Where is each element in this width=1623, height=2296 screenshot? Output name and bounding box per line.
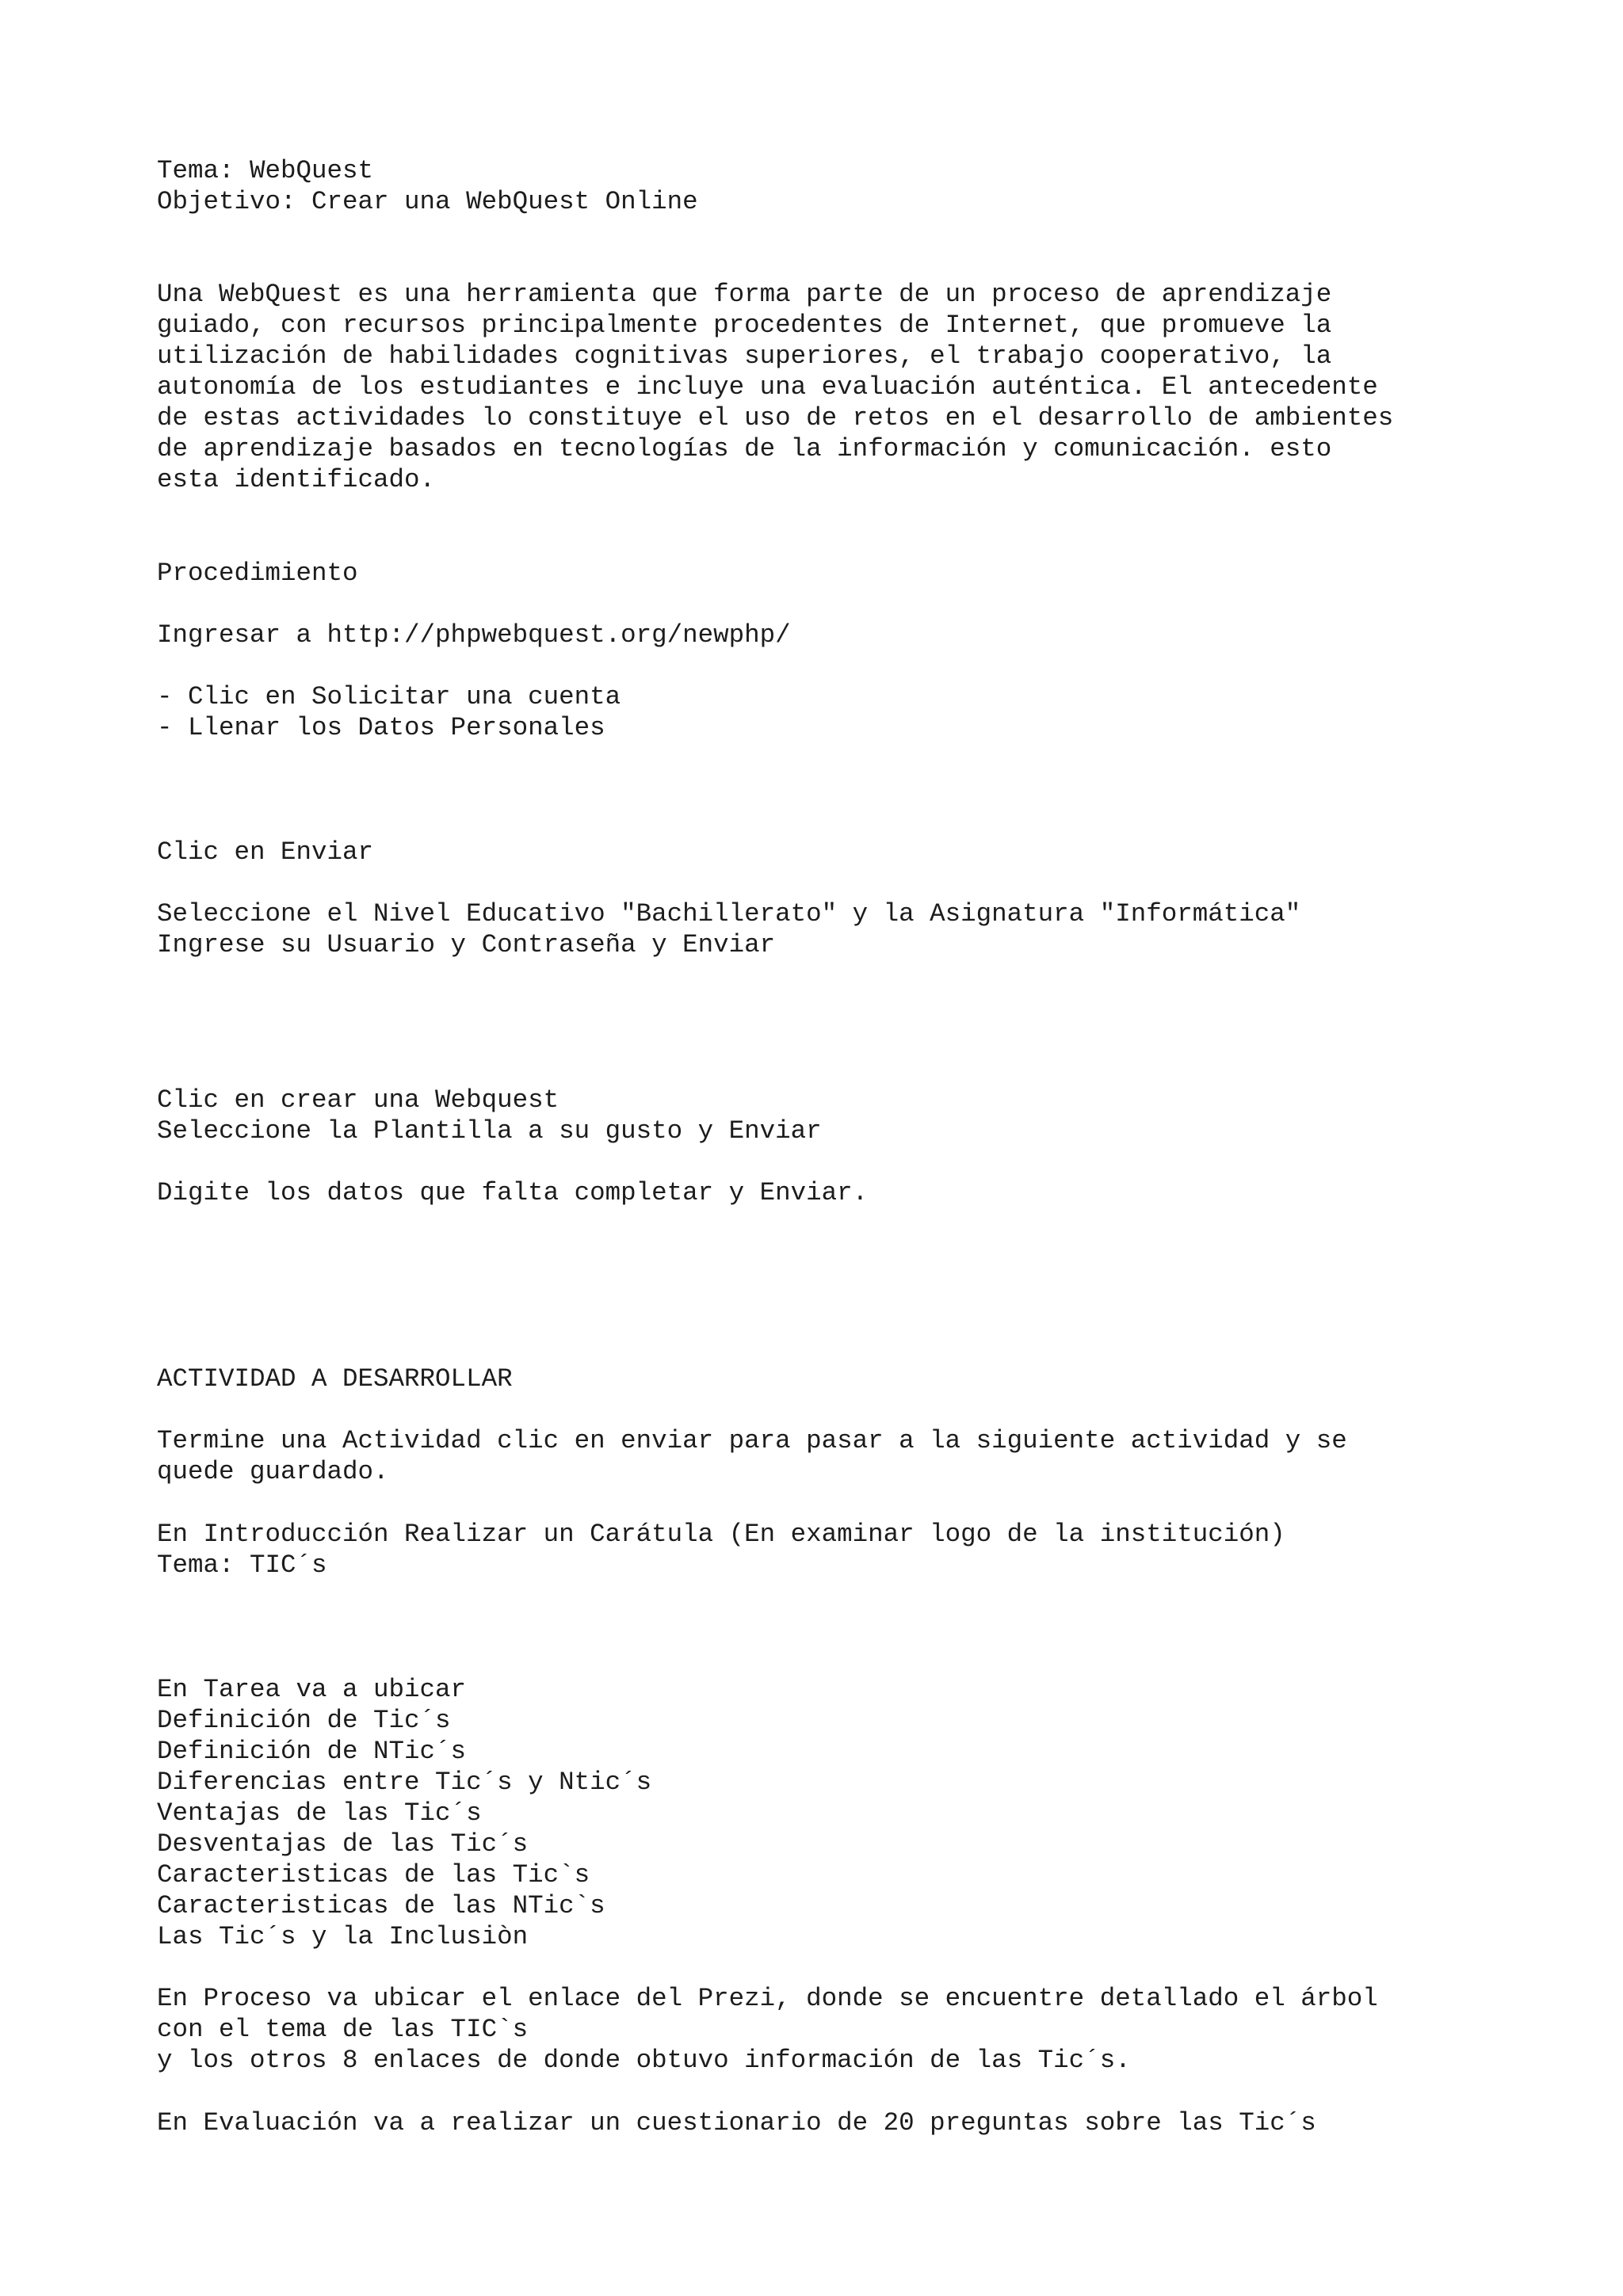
intro-paragraph-line: Una WebQuest es una herramienta que forma parte de un proceso de aprendizaje <box>157 280 1332 309</box>
topic-line: Tema: WebQuest <box>157 156 374 185</box>
activity-line: Tema: TIC´s <box>157 1550 327 1580</box>
intro-paragraph-line: utilización de habilidades cognitivas superiores, el trabajo cooperativo, la <box>157 341 1332 371</box>
process-line: con el tema de las TIC`s <box>157 2015 529 2044</box>
task-heading: En Tarea va a ubicar <box>157 1675 467 1704</box>
procedure-heading: Procedimiento <box>157 559 358 588</box>
procedure-url-line: Ingresar a http://phpwebquest.org/newphp/ <box>157 620 791 650</box>
evaluation-line: En Evaluación va a realizar un cuestionario de 20 preguntas sobre las Tic´s <box>157 2108 1316 2138</box>
intro-paragraph-line: de aprendizaje basados en tecnologías de la información y comunicación. esto <box>157 434 1332 463</box>
intro-paragraph-line: autonomía de los estudiantes e incluye una evaluación auténtica. El antecedente <box>157 372 1378 402</box>
activity-heading: ACTIVIDAD A DESARROLLAR <box>157 1364 513 1394</box>
procedure-step: Digite los datos que falta completar y Enviar. <box>157 1178 869 1207</box>
task-item: Caracteristicas de las Tic`s <box>157 1860 590 1890</box>
intro-paragraph-line: de estas actividades lo constituye el uso de retos en el desarrollo de ambientes <box>157 403 1394 433</box>
task-item: Definición de Tic´s <box>157 1706 451 1735</box>
task-item: Caracteristicas de las NTic`s <box>157 1891 605 1920</box>
activity-line: Termine una Actividad clic en enviar para pasar a la siguiente actividad y se <box>157 1426 1347 1455</box>
task-item: Ventajas de las Tic´s <box>157 1798 482 1828</box>
task-item: Las Tic´s y la Inclusiòn <box>157 1922 529 1951</box>
task-item: Desventajas de las Tic´s <box>157 1829 529 1859</box>
process-line: En Proceso va ubicar el enlace del Prezi, donde se encuentre detallado el árbol <box>157 1984 1378 2013</box>
activity-line: quede guardado. <box>157 1457 389 1486</box>
intro-paragraph-line: guiado, con recursos principalmente procedentes de Internet, que promueve la <box>157 311 1332 340</box>
task-item: Diferencias entre Tic´s y Ntic´s <box>157 1768 652 1797</box>
task-item: Definición de NTic´s <box>157 1737 467 1766</box>
procedure-step: Clic en crear una Webquest <box>157 1085 559 1115</box>
activity-line: En Introducción Realizar un Carátula (En examinar logo de la institución) <box>157 1520 1285 1549</box>
process-line: y los otros 8 enlaces de donde obtuvo información de las Tic´s. <box>157 2046 1131 2075</box>
objective-line: Objetivo: Crear una WebQuest Online <box>157 187 698 216</box>
procedure-step: Ingrese su Usuario y Contraseña y Enviar <box>157 930 776 959</box>
procedure-step: Seleccione la Plantilla a su gusto y Enviar <box>157 1116 822 1146</box>
procedure-step: - Clic en Solicitar una cuenta <box>157 682 621 711</box>
procedure-step: Seleccione el Nivel Educativo "Bachillerato" y la Asignatura "Informática" <box>157 899 1301 929</box>
procedure-step: Clic en Enviar <box>157 837 374 867</box>
intro-paragraph-line: esta identificado. <box>157 465 436 494</box>
procedure-step: - Llenar los Datos Personales <box>157 713 605 742</box>
